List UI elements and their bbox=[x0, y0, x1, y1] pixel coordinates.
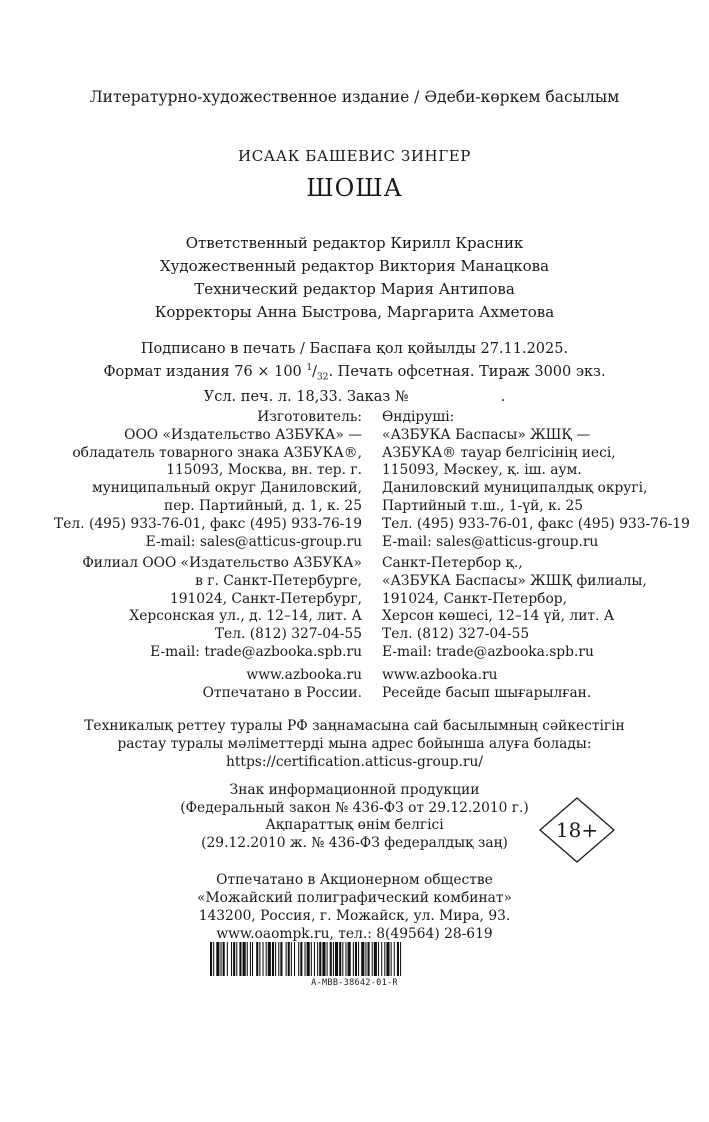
printed-in-ru: Отпечатано в России. bbox=[202, 684, 362, 701]
barcode-bar bbox=[275, 942, 276, 976]
branch-ru-line: в г. Санкт-Петербурге, bbox=[195, 572, 362, 589]
barcode-bar bbox=[330, 942, 332, 976]
signed-to-print: Подписано в печать / Баспаға қол қойылды 27.11.2025. bbox=[140, 341, 569, 357]
site-ru bbox=[203, 667, 362, 703]
manufacturer-kz-line: Өндіруші: bbox=[382, 409, 455, 425]
manufacturer-kz-line: «АЗБУКА Баспасы» ЖШҚ — bbox=[382, 426, 591, 443]
barcode-bar bbox=[348, 942, 351, 976]
barcode-bar bbox=[368, 942, 370, 976]
barcode-bar bbox=[378, 942, 379, 976]
barcode-bar bbox=[259, 942, 260, 976]
manufacturer-ru-line: Тел. (495) 933-76-01, факс (495) 933-76-19 bbox=[54, 515, 362, 532]
barcode-bar bbox=[345, 942, 346, 976]
barcode-bar bbox=[243, 942, 246, 976]
branch-ru-line: Филиал ООО «Издательство АЗБУКА» bbox=[82, 555, 362, 571]
credit-art-editor: Художественный редактор Виктория Манацкова bbox=[159, 257, 550, 275]
printer-line: www.oaompk.ru, тел.: 8(49564) 28-619 bbox=[216, 926, 493, 942]
branch-kz-line: Тел. (812) 327-04-55 bbox=[382, 626, 530, 643]
order-text: Усл. печ. л. 18,33. Заказ № bbox=[203, 388, 409, 405]
manufacturer-kz-line: АЗБУКА® тауар белгісінің иесі, bbox=[382, 444, 616, 461]
barcode-bar bbox=[263, 942, 264, 976]
barcode-bar bbox=[227, 942, 228, 976]
barcode-bar bbox=[236, 942, 237, 976]
printer-line: Отпечатано в Акционерном обществе bbox=[216, 872, 493, 888]
printer-line: «Можайский полиграфический комбинат» bbox=[197, 890, 512, 906]
manufacturer-kz bbox=[382, 409, 690, 551]
branch-kz-line: E-mail: trade@azbooka.spb.ru bbox=[382, 643, 594, 660]
barcode-bar bbox=[386, 942, 389, 976]
manufacturer-kz-line: Даниловский муниципалдық округі, bbox=[382, 480, 648, 497]
barcode-bar bbox=[342, 942, 343, 976]
barcode-bar bbox=[335, 942, 338, 976]
manufacturer-ru-line: пер. Партийный, д. 1, к. 25 bbox=[164, 497, 362, 514]
barcode-bar bbox=[294, 942, 295, 976]
barcode-bar bbox=[278, 942, 279, 976]
certification-line: Техникалық реттеу туралы РФ заңнамасына сай басылымның сәйкестігін bbox=[84, 718, 625, 734]
site-kz bbox=[382, 667, 591, 703]
format-numerator: 1 bbox=[306, 363, 313, 373]
manufacturer-ru-line: ООО «Издательство АЗБУКА» — bbox=[124, 426, 362, 443]
branch-kz-line: 191024, Санкт-Петербор, bbox=[382, 590, 567, 607]
edition-type: Литературно-художественное издание / Әдеби-көркем басылым bbox=[89, 88, 620, 106]
barcode-bar bbox=[394, 942, 395, 976]
manufacturer-ru bbox=[54, 409, 362, 551]
barcode-bar bbox=[239, 942, 241, 976]
barcode-bar bbox=[333, 942, 334, 976]
branch-ru-line: Херсонская ул., д. 12–14, лит. А bbox=[129, 608, 362, 625]
manufacturer-ru-line: муниципальный округ Даниловский, bbox=[91, 480, 362, 497]
barcode-label: A-MBB-38642-01-R bbox=[311, 978, 398, 988]
manufacturer-kz-line: Партийный т.ш., 1-үй, к. 25 bbox=[382, 497, 584, 514]
branch-kz-line: Херсон көшесі, 12–14 үй, лит. А bbox=[382, 608, 615, 625]
barcode-bar bbox=[384, 942, 385, 976]
branch-ru-line: Тел. (812) 327-04-55 bbox=[214, 626, 362, 643]
barcode-bar bbox=[231, 942, 232, 976]
manufacturer-kz-line: Тел. (495) 933-76-01, факс (495) 933-76-19 bbox=[382, 515, 690, 532]
author-name: ИСААК БАШЕВИС ЗИНГЕР bbox=[238, 147, 471, 165]
manufacturer-ru-line: E-mail: sales@atticus-group.ru bbox=[145, 533, 362, 550]
barcode-bar bbox=[247, 942, 248, 976]
branch-ru bbox=[82, 555, 362, 662]
barcode-bar bbox=[353, 942, 354, 976]
order-dot: . bbox=[500, 388, 506, 405]
barcode-bar bbox=[400, 942, 401, 976]
branch-ru-line: 191024, Санкт-Петербург, bbox=[169, 590, 362, 607]
barcode-bar bbox=[291, 942, 292, 976]
website-ru: www.azbooka.ru bbox=[246, 667, 362, 683]
barcode-bar bbox=[365, 942, 366, 976]
barcode-bar bbox=[250, 942, 251, 976]
barcode-bar bbox=[327, 942, 328, 976]
barcode-bar bbox=[391, 942, 392, 976]
age-rating-label: 18+ bbox=[555, 818, 599, 842]
order-line bbox=[0, 388, 709, 407]
credit-proofreaders: Корректоры Анна Быстрова, Маргарита Ахметова bbox=[154, 303, 555, 321]
website-kz: www.azbooka.ru bbox=[382, 667, 498, 683]
format-line: Формат издания 76 × 100 $^1/_{32}$. Печать офсетная. Тираж 3000 экз. bbox=[103, 363, 606, 383]
certification-note bbox=[0, 717, 709, 771]
barcode-bar bbox=[355, 942, 357, 976]
format-denominator: 32 bbox=[317, 372, 329, 383]
format-prefix: Формат издания 76 × 100 bbox=[103, 363, 302, 380]
book-title: ШОША bbox=[306, 174, 403, 202]
printer-info bbox=[0, 871, 709, 943]
barcode-bar bbox=[358, 942, 359, 976]
info-sign-line: Ақпараттық өнім белгісі bbox=[265, 817, 444, 833]
barcode-bar bbox=[298, 942, 299, 976]
manufacturer-kz-line: E-mail: sales@atticus-group.ru bbox=[382, 533, 599, 550]
format-suffix: . Печать офсетная. Тираж 3000 экз. bbox=[328, 363, 606, 380]
editorial-credits bbox=[0, 232, 709, 324]
barcode-bar bbox=[397, 942, 399, 976]
barcode-bar bbox=[233, 942, 235, 976]
barcode-bar bbox=[268, 942, 271, 976]
print-details bbox=[0, 340, 709, 407]
barcode-bar bbox=[252, 942, 253, 976]
manufacturer-ru-line: Изготовитель: bbox=[257, 409, 362, 425]
barcode-bar bbox=[317, 942, 318, 976]
barcode-bar bbox=[300, 942, 302, 976]
barcode-bar bbox=[256, 942, 258, 976]
branch-ru-line: E-mail: trade@azbooka.spb.ru bbox=[150, 643, 362, 660]
barcode-bar bbox=[307, 942, 310, 976]
barcode-bar bbox=[305, 942, 306, 976]
certification-line: растау туралы мәліметтерді мына адрес бойынша алуға болады: bbox=[117, 736, 592, 752]
printer-line: 143200, Россия, г. Можайск, ул. Мира, 93. bbox=[198, 908, 511, 924]
age-rating-badge bbox=[539, 797, 615, 863]
barcode-bar bbox=[266, 942, 267, 976]
credit-technical-editor: Технический редактор Мария Антипова bbox=[194, 280, 515, 298]
manufacturer-kz-line: 115093, Мәскеу, қ. іш. аум. bbox=[382, 462, 582, 479]
barcode-bar bbox=[319, 942, 321, 976]
barcode-bar bbox=[286, 942, 287, 976]
info-sign-line: (29.12.2010 ж. № 436-ФЗ федералдық заң) bbox=[201, 834, 508, 851]
branch-kz bbox=[382, 555, 647, 662]
barcode-bar bbox=[210, 942, 212, 976]
barcode-bar bbox=[314, 942, 315, 976]
info-sign-line: Знак информационной продукции bbox=[229, 782, 480, 798]
barcode-bar bbox=[311, 942, 312, 976]
barcode-bar bbox=[223, 942, 225, 976]
barcode-bar bbox=[322, 942, 325, 976]
barcode-bar bbox=[288, 942, 290, 976]
barcode-graphic bbox=[210, 942, 535, 976]
branch-kz-line: Санкт-Петербор қ., bbox=[382, 555, 523, 571]
branch-kz-line: «АЗБУКА Баспасы» ЖШҚ филиалы, bbox=[382, 572, 647, 589]
credit-responsible-editor: Ответственный редактор Кирилл Красник bbox=[185, 234, 524, 252]
barcode-bar bbox=[381, 942, 382, 976]
barcode-bar bbox=[216, 942, 219, 976]
info-sign-line: (Федеральный закон № 436-ФЗ от 29.12.2010 г.) bbox=[180, 799, 529, 816]
barcode-bar bbox=[339, 942, 341, 976]
barcode-bar bbox=[213, 942, 214, 976]
barcode-bar bbox=[272, 942, 274, 976]
barcode-bar bbox=[280, 942, 282, 976]
manufacturer-ru-line: 115093, Москва, вн. тер. г. bbox=[166, 462, 362, 479]
certification-url: https://certification.atticus-group.ru/ bbox=[225, 754, 483, 770]
barcode-bar bbox=[221, 942, 222, 976]
barcode-bar bbox=[374, 942, 377, 976]
printed-in-kz: Ресейде басып шығарылған. bbox=[382, 684, 592, 701]
manufacturer-ru-line: обладатель товарного знака АЗБУКА®, bbox=[72, 444, 362, 461]
barcode-bar bbox=[361, 942, 364, 976]
barcode-bar bbox=[372, 942, 373, 976]
